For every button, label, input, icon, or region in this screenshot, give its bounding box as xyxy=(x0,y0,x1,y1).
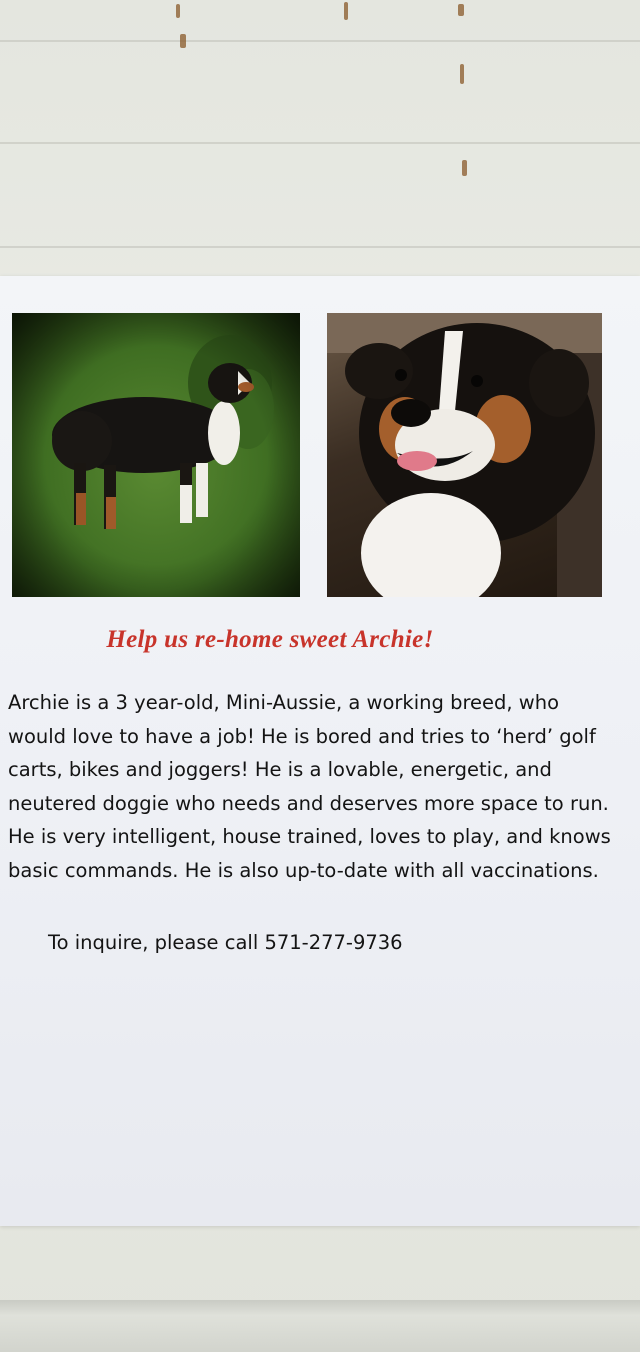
dog-standing-illustration xyxy=(12,313,300,597)
description-line: basic commands. He is also up-to-date with all vaccinations. xyxy=(8,858,599,882)
contact-phone-line: To inquire, please call 571-277-9736 xyxy=(48,931,403,954)
wall-plank-seam xyxy=(0,40,640,42)
flyer-description xyxy=(8,686,640,887)
description-line: Archie is a 3 year-old, Mini-Aussie, a working breed, who xyxy=(8,691,560,714)
rust-spot xyxy=(458,4,464,16)
dog-face-photo xyxy=(327,313,602,597)
dog-standing-photo xyxy=(12,313,300,597)
rehome-flyer xyxy=(0,276,640,1226)
rust-spot xyxy=(180,34,186,48)
wall-plank-seam xyxy=(0,142,640,144)
rust-spot xyxy=(344,2,348,20)
wall-plank-seam xyxy=(0,246,640,248)
description-line: neutered doggie who needs and deserves more space to run. xyxy=(8,791,609,815)
wall-baseboard xyxy=(0,1300,640,1352)
description-line: would love to have a job! He is bored and tries to ‘herd’ golf xyxy=(8,724,596,748)
description-line: carts, bikes and joggers! He is a lovable, energetic, and xyxy=(8,758,552,781)
dog-face-illustration xyxy=(327,313,602,597)
rust-spot xyxy=(460,64,464,84)
description-line: He is very intelligent, house trained, loves to play, and knows xyxy=(8,825,611,848)
flyer-headline: Help us re-home sweet Archie! xyxy=(106,626,434,653)
rust-spot xyxy=(176,4,180,18)
rust-spot xyxy=(462,160,467,176)
